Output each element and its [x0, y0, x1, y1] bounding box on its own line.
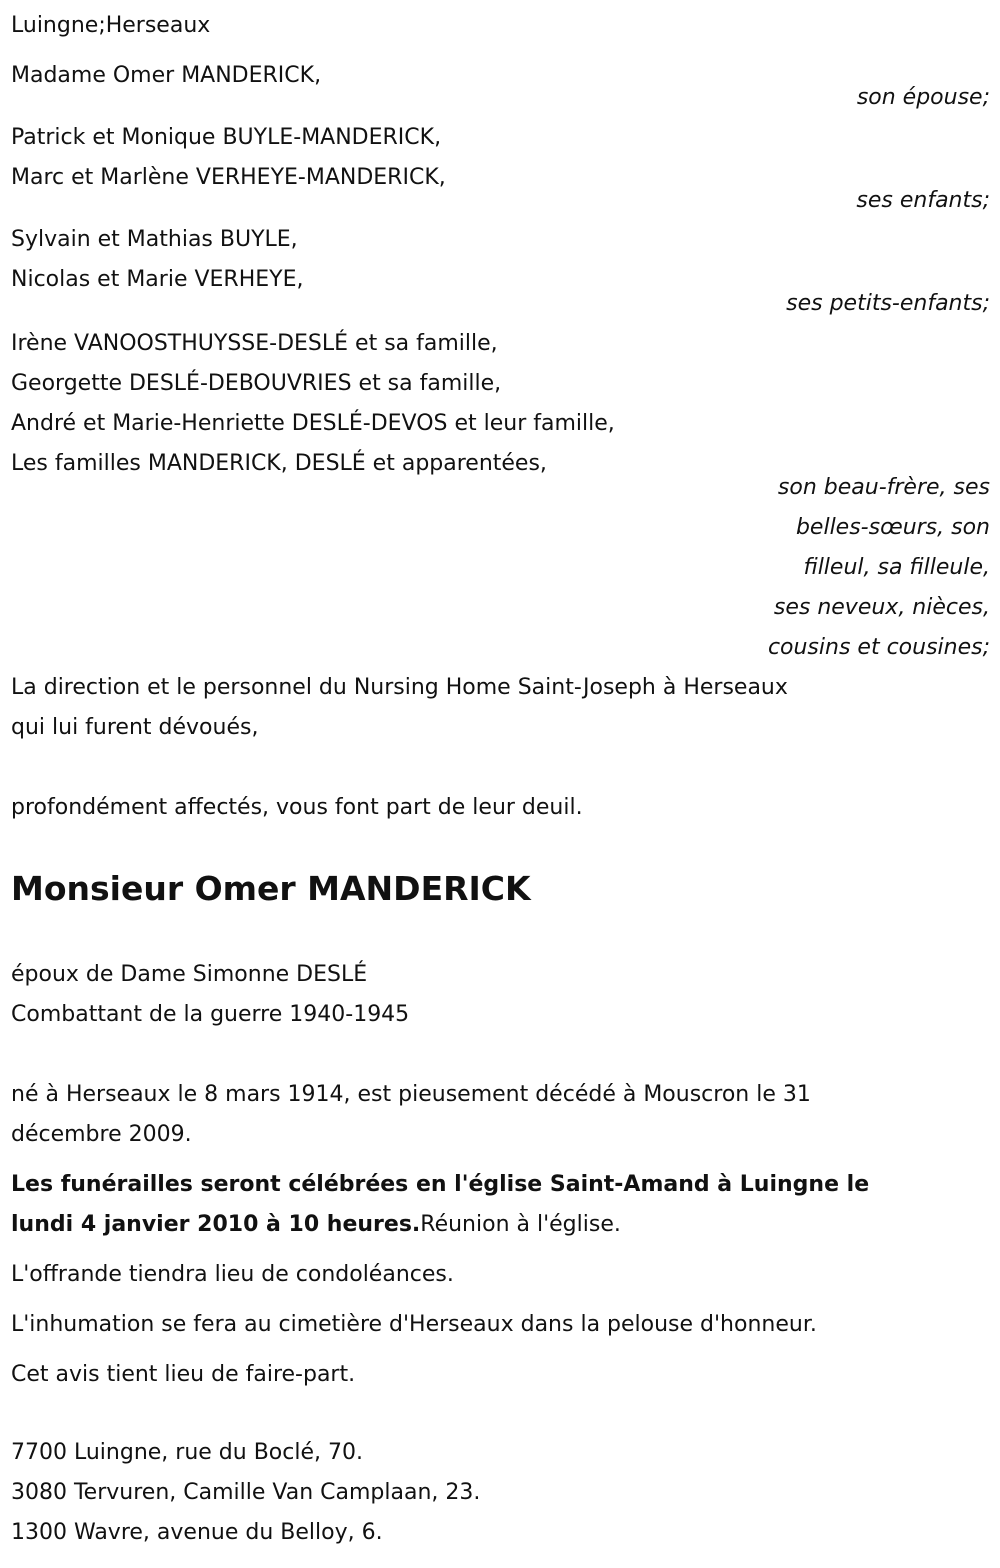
funeral-line: Les funérailles seront célébrées en l'église Saint-Amand à Luingne le	[11, 1172, 870, 1197]
staff-line: La direction et le personnel du Nursing Home Saint-Joseph à Herseaux	[11, 675, 788, 700]
children-role: ses enfants;	[856, 188, 990, 213]
spouse-role: son épouse;	[856, 85, 990, 110]
family-role-line: son beau-frère, ses	[777, 475, 990, 500]
addresses	[11, 1433, 990, 1553]
place-text: Luingne;Herseaux	[11, 13, 211, 38]
staff-line: qui lui furent dévoués,	[11, 715, 259, 740]
note-text: L'inhumation se fera au cimetière d'Herseaux dans la pelouse d'honneur.	[11, 1312, 817, 1337]
funeral-line: lundi 4 janvier 2010 à 10 heures.	[11, 1212, 421, 1237]
note	[11, 1305, 990, 1345]
address-line: 3080 Tervuren, Camille Van Camplaan, 23.	[11, 1480, 481, 1505]
address-line: 7700 Luingne, rue du Boclé, 70.	[11, 1440, 363, 1465]
deceased-name: Monsieur Omer MANDERICK	[11, 869, 531, 908]
family-line: André et Marie-Henriette DESLÉ-DEVOS et leur famille,	[11, 411, 615, 436]
family-line: Irène VANOOSTHUYSSE-DESLÉ et sa famille,	[11, 331, 498, 356]
child-line: Patrick et Monique BUYLE-MANDERICK,	[11, 125, 442, 150]
note	[11, 1355, 990, 1395]
funeral-meeting: Réunion à l'église.	[420, 1212, 621, 1237]
spouse-text: Madame Omer MANDERICK,	[11, 63, 322, 88]
birth-line: né à Herseaux le 8 mars 1914, est pieusement décédé à Mouscron le 31	[11, 1082, 811, 1107]
family-role-line: ses neveux, nièces,	[773, 595, 990, 620]
announce	[11, 788, 990, 828]
family	[11, 324, 990, 484]
grandchild-line: Sylvain et Mathias BUYLE,	[11, 227, 298, 252]
staff	[11, 668, 990, 748]
grandchild-line: Nicolas et Marie VERHEYE,	[11, 267, 304, 292]
place	[11, 6, 990, 46]
note-text: Cet avis tient lieu de faire-part.	[11, 1362, 356, 1387]
child-line: Marc et Marlène VERHEYE-MANDERICK,	[11, 165, 446, 190]
family-line: Les familles MANDERICK, DESLÉ et apparentées,	[11, 451, 547, 476]
grandchildren-role: ses petits-enfants;	[786, 291, 990, 316]
family-role	[768, 468, 990, 668]
spouse	[11, 56, 990, 96]
info	[11, 955, 990, 1035]
funeral	[11, 1165, 990, 1245]
announce-text: profondément affectés, vous font part de leur deuil.	[11, 795, 583, 820]
birth-line: décembre 2009.	[11, 1122, 192, 1147]
family-line: Georgette DESLÉ-DEBOUVRIES et sa famille,	[11, 371, 502, 396]
note-text: L'offrande tiendra lieu de condoléances.	[11, 1262, 454, 1287]
children	[11, 118, 990, 198]
info-line: époux de Dame Simonne DESLÉ	[11, 962, 368, 987]
family-role-line: cousins et cousines;	[767, 635, 990, 660]
address-line: 1300 Wavre, avenue du Belloy, 6.	[11, 1520, 383, 1545]
note	[11, 1255, 990, 1295]
birth	[11, 1075, 990, 1155]
family-role-line: belles-sœurs, son	[795, 515, 990, 540]
family-role-line: filleul, sa filleule,	[803, 555, 990, 580]
info-line: Combattant de la guerre 1940-1945	[11, 1002, 410, 1027]
